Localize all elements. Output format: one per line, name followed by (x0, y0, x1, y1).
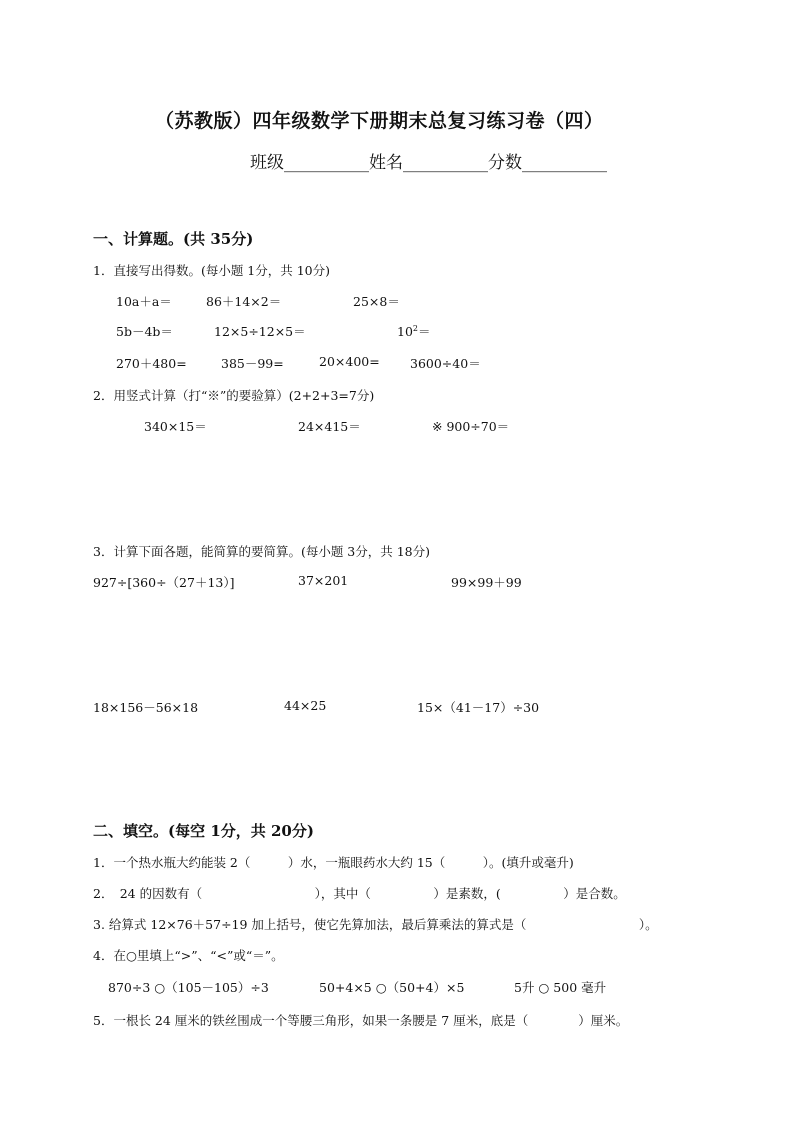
compare-item: 870÷3 ○（105－105）÷3 (108, 980, 269, 995)
student-info-line: 班级__________姓名__________分数__________ (250, 153, 607, 173)
exercise-item: 270＋480= (116, 356, 187, 371)
section-1-heading: 一、计算题。(共 35分) (93, 230, 254, 248)
page-title: （苏教版）四年级数学下册期末总复习练习卷（四） (155, 110, 604, 132)
section-2-heading: 二、填空。(每空 1分，共 20分) (93, 822, 314, 840)
calc-item: 15×（41－17）÷30 (417, 700, 540, 715)
fill-item: 5．一根长 24 厘米的铁丝围成一个等腰三角形，如果一条腰是 7 厘米，底是（ ）厘米。 (93, 1013, 629, 1028)
exercise-item: 86＋14×2＝ (206, 294, 282, 309)
vertical-calc-item: 340×15＝ (144, 419, 207, 434)
question-3-prompt: 3．计算下面各题，能简算的要简算。(每小题 3分，共 18分) (93, 544, 431, 559)
calc-item: 44×25 (284, 698, 327, 713)
exercise-item: 385－99= (221, 356, 284, 371)
exercise-item: 5b－4b＝ (116, 324, 173, 339)
exercise-item: 20×400= (319, 354, 380, 369)
exercise-item: 12×5÷12×5＝ (214, 324, 306, 339)
fill-item: 3. 给算式 12×76＋57÷19 加上括号，使它先算加法，最后算乘法的算式是（ ）。 (93, 917, 658, 932)
question-2-prompt: 2．用竖式计算（打“※”的要验算）(2+2+3=7分) (93, 388, 375, 403)
exercise-item: 25×8＝ (353, 294, 400, 309)
power-equals: ＝ (418, 324, 431, 339)
power-exponent: 2 (412, 323, 418, 333)
calc-item: 18×156－56×18 (93, 700, 199, 715)
calc-item: 99×99＋99 (451, 575, 522, 590)
exercise-item: 10a＋a＝ (116, 294, 172, 309)
power-base: 10 (397, 324, 413, 339)
vertical-calc-item: ※ 900÷70＝ (432, 419, 510, 434)
vertical-calc-item: 24×415＝ (298, 419, 361, 434)
calc-item: 927÷[360÷（27＋13）] (93, 575, 235, 590)
fill-item: 2． 24 的因数有（ ），其中（ ）是素数，( ）是合数。 (93, 886, 626, 901)
calc-item: 37×201 (298, 573, 349, 588)
question-1-prompt: 1．直接写出得数。(每小题 1分，共 10分) (93, 263, 331, 278)
compare-item: 5升 ○ 500 毫升 (514, 980, 607, 995)
fill-item: 1．一个热水瓶大约能装 2（ ）水，一瓶眼药水大约 15（ ）。(填升或毫升) (93, 855, 574, 870)
exercise-item-power (397, 322, 431, 340)
compare-item: 50+4×5 ○（50+4）×5 (319, 980, 465, 995)
exercise-item: 3600÷40＝ (410, 356, 481, 371)
fill-item: 4．在○里填上“>”、“<”或“＝”。 (93, 948, 284, 963)
